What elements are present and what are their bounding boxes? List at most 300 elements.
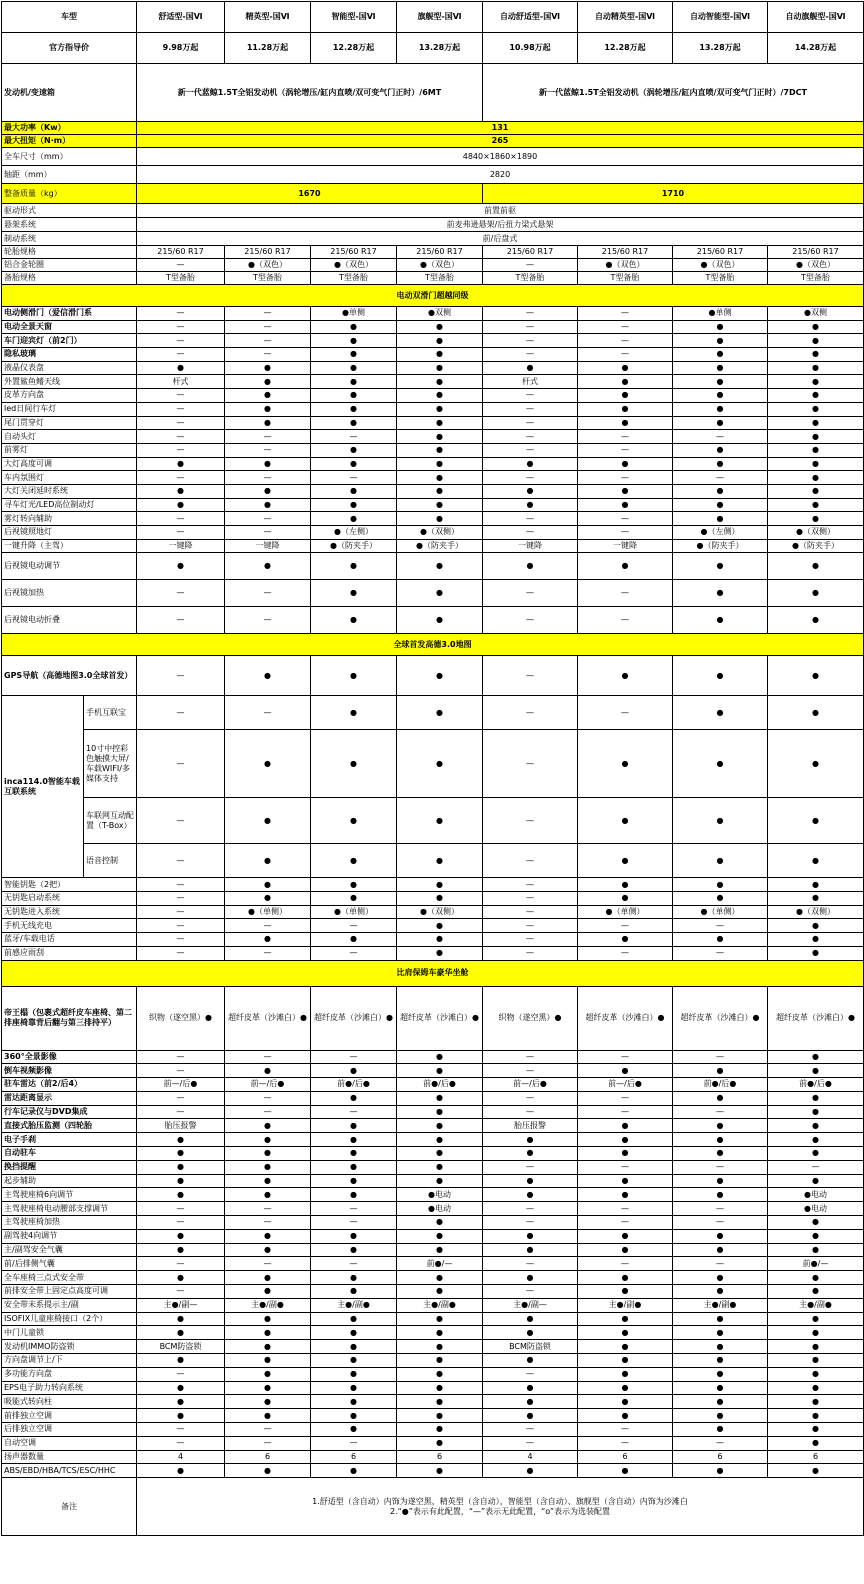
- spec-value: ●: [311, 1147, 397, 1161]
- row-label: 悬架系统: [2, 218, 137, 232]
- spec-value: —: [578, 1091, 673, 1105]
- spec-value: —: [225, 580, 311, 607]
- spec-value: 131: [137, 122, 864, 135]
- spec-value: 215/60 R17: [673, 246, 768, 259]
- spec-row: [2, 430, 864, 444]
- spec-value: 胎压报警: [137, 1119, 225, 1133]
- spec-value: ●: [137, 1464, 225, 1478]
- spec-value: ●: [397, 607, 483, 634]
- spec-value: ●: [397, 892, 483, 906]
- spec-value: —: [225, 946, 311, 960]
- spec-value: ●: [311, 1119, 397, 1133]
- spec-value: 2820: [137, 166, 864, 184]
- spec-value: ●: [225, 484, 311, 498]
- spec-value: ●: [225, 844, 311, 878]
- inca-row: [2, 798, 864, 844]
- spec-value: —: [137, 1064, 225, 1078]
- row-label: 最大功率（Kw）: [2, 122, 137, 135]
- model-name: 智能型-国Ⅵ: [311, 2, 397, 33]
- spec-value: ●: [578, 1381, 673, 1395]
- spec-value: 织物（遂空黑）●: [137, 986, 225, 1050]
- spec-value: ●: [768, 1340, 864, 1354]
- spec-value: ●: [397, 553, 483, 580]
- spec-row: [2, 1464, 864, 1478]
- weight-mt: 1670: [137, 184, 483, 204]
- spec-value: —: [137, 307, 225, 321]
- spec-value: —: [673, 1216, 768, 1230]
- spec-value: —: [137, 1257, 225, 1271]
- spec-value: 主●/副—: [137, 1298, 225, 1312]
- spec-value: ●: [311, 320, 397, 334]
- price-value: 13.28万起: [673, 33, 768, 64]
- row-label: 安全带未系提示主/副: [2, 1298, 137, 1312]
- spec-value: ●: [311, 375, 397, 389]
- model-header-row: [2, 2, 864, 33]
- spec-value: ●: [768, 1064, 864, 1078]
- price-value: 12.28万起: [578, 33, 673, 64]
- spec-value: ●: [578, 1174, 673, 1188]
- spec-value: ●: [137, 1271, 225, 1285]
- spec-value: ●: [397, 1216, 483, 1230]
- row-label: 帝王榻（包裹式超纤皮车座椅、第二排座椅靠背后翻与第三排持平）: [2, 986, 137, 1050]
- spec-value: ●: [673, 1243, 768, 1257]
- spec-value: ●: [673, 1312, 768, 1326]
- spec-value: ●: [578, 1064, 673, 1078]
- spec-value: ●电动: [397, 1202, 483, 1216]
- engine-mt: 新一代蓝鲸1.5T全铝发动机（涡轮增压/缸内直喷/双可变气门正时）/6MT: [137, 64, 483, 122]
- spec-value: —: [137, 905, 225, 919]
- spec-value: ●: [673, 1174, 768, 1188]
- notes-label: 备注: [2, 1478, 137, 1536]
- spec-value: ●: [768, 1147, 864, 1161]
- spec-value: ●: [397, 1436, 483, 1450]
- spec-value: ●: [673, 402, 768, 416]
- inca-row: [2, 730, 864, 798]
- spec-value: 4: [483, 1450, 578, 1464]
- spec-value: ●: [768, 498, 864, 512]
- spec-value: —: [483, 946, 578, 960]
- spec-row: [2, 1450, 864, 1464]
- spec-value: ●: [673, 1381, 768, 1395]
- spec-value: ●: [397, 844, 483, 878]
- spec-value: —: [578, 1050, 673, 1064]
- row-label: 车门迎宾灯（前2门）: [2, 334, 137, 348]
- inca-sub-label: 手机互联宝: [84, 696, 137, 730]
- spec-row: [2, 259, 864, 272]
- spec-value: ●: [397, 443, 483, 457]
- spec-value: 4: [137, 1450, 225, 1464]
- spec-value: —: [137, 430, 225, 444]
- spec-value: ●: [137, 484, 225, 498]
- spec-value: ●: [578, 1409, 673, 1423]
- spec-row: [2, 580, 864, 607]
- spec-value: ●: [397, 498, 483, 512]
- spec-value: 超纤皮革（沙滩白）●: [311, 986, 397, 1050]
- spec-value: ●: [225, 402, 311, 416]
- spec-value: ●: [225, 1133, 311, 1147]
- spec-value: 主●/副●: [673, 1298, 768, 1312]
- spec-value: ●: [768, 1367, 864, 1381]
- spec-value: ●: [768, 512, 864, 526]
- spec-value: ●: [483, 1312, 578, 1326]
- row-label: 后排独立空调: [2, 1423, 137, 1437]
- spec-value: —: [483, 656, 578, 696]
- spec-value: —: [578, 526, 673, 540]
- spec-value: ●: [673, 730, 768, 798]
- spec-value: ●: [397, 1395, 483, 1409]
- row-label: 备胎规格: [2, 272, 137, 285]
- row-label: 后视镜电动折叠: [2, 607, 137, 634]
- inca-sub-label: 车联网互动配置（T-Box）: [84, 798, 137, 844]
- spec-value: ●: [483, 498, 578, 512]
- spec-value: —: [225, 1216, 311, 1230]
- weight-dct: 1710: [483, 184, 864, 204]
- spec-row: [2, 375, 864, 389]
- spec-value: —: [311, 471, 397, 485]
- spec-value: —: [578, 1202, 673, 1216]
- spec-value: ●: [225, 1160, 311, 1174]
- spec-row: [2, 272, 864, 285]
- spec-value: T型备胎: [225, 272, 311, 285]
- spec-row: [2, 919, 864, 933]
- spec-value: —: [673, 1050, 768, 1064]
- spec-value: ●: [137, 1326, 225, 1340]
- price-value: 12.28万起: [311, 33, 397, 64]
- spec-value: —: [578, 471, 673, 485]
- spec-value: ●: [578, 1147, 673, 1161]
- spec-table: [1, 1, 864, 1536]
- spec-value: —: [225, 1202, 311, 1216]
- spec-row: [2, 1257, 864, 1271]
- engine-label: 发动机/变速箱: [2, 64, 137, 122]
- spec-value: ●: [768, 348, 864, 362]
- spec-value: ●: [311, 334, 397, 348]
- engine-row: [2, 64, 864, 122]
- spec-row: [2, 512, 864, 526]
- spec-value: —: [483, 1105, 578, 1119]
- spec-row: [2, 334, 864, 348]
- spec-value: ●: [225, 1188, 311, 1202]
- row-label: 前排独立空调: [2, 1409, 137, 1423]
- spec-value: 6: [311, 1450, 397, 1464]
- spec-value: BCM防盗锁: [137, 1340, 225, 1354]
- spec-value: —: [483, 526, 578, 540]
- spec-value: ●: [397, 1367, 483, 1381]
- spec-value: ●: [311, 1423, 397, 1437]
- spec-value: ●: [311, 1409, 397, 1423]
- spec-value: —: [578, 1436, 673, 1450]
- spec-value: ●: [578, 1326, 673, 1340]
- spec-value: ●: [673, 1395, 768, 1409]
- spec-value: ●: [397, 1312, 483, 1326]
- spec-value: —: [483, 430, 578, 444]
- spec-value: ●: [225, 1285, 311, 1299]
- spec-value: ●: [768, 457, 864, 471]
- spec-value: ●: [673, 389, 768, 403]
- spec-value: ●: [673, 1367, 768, 1381]
- spec-value: ●: [673, 696, 768, 730]
- row-label: 自动空调: [2, 1436, 137, 1450]
- spec-value: ●: [311, 933, 397, 947]
- spec-value: ●: [311, 878, 397, 892]
- spec-value: ●: [397, 798, 483, 844]
- spec-value: ●: [397, 1174, 483, 1188]
- spec-value: ●: [483, 361, 578, 375]
- price-value: 9.98万起: [137, 33, 225, 64]
- row-label: 驱动形式: [2, 204, 137, 218]
- spec-value: ●: [225, 1340, 311, 1354]
- spec-row: [2, 1174, 864, 1188]
- spec-value: —: [137, 1091, 225, 1105]
- spec-table-body: [2, 2, 864, 1536]
- spec-value: ●: [768, 1312, 864, 1326]
- spec-value: ●: [768, 375, 864, 389]
- spec-value: ●（双色）: [768, 259, 864, 272]
- spec-value: ●: [137, 1409, 225, 1423]
- spec-value: ●: [397, 1271, 483, 1285]
- spec-value: —: [225, 919, 311, 933]
- spec-value: —: [673, 471, 768, 485]
- spec-value: ●（双色）: [397, 259, 483, 272]
- spec-value: ●: [768, 878, 864, 892]
- spec-row: [2, 553, 864, 580]
- price-value: 13.28万起: [397, 33, 483, 64]
- spec-value: ●: [397, 320, 483, 334]
- spec-value: ●（双侧）: [397, 526, 483, 540]
- row-label: 寻车灯光/LED高位制动灯: [2, 498, 137, 512]
- spec-value: ●: [768, 844, 864, 878]
- note-line: 1.舒适型（含自动）内饰为遂空黑，精英型（含自动），智能型（含自动）、旗舰型（含自动）内饰为沙滩白: [312, 1496, 688, 1506]
- spec-value: ●: [137, 553, 225, 580]
- spec-value: ●（单侧）: [225, 905, 311, 919]
- spec-value: ●: [225, 656, 311, 696]
- spec-value: ●: [578, 1188, 673, 1202]
- spec-value: —: [137, 416, 225, 430]
- spec-value: —: [225, 348, 311, 362]
- spec-value: —: [137, 1050, 225, 1064]
- spec-value: ●: [397, 1340, 483, 1354]
- spec-value: 前/后盘式: [137, 232, 864, 246]
- spec-value: —: [137, 946, 225, 960]
- spec-value: 215/60 R17: [397, 246, 483, 259]
- spec-value: —: [483, 1091, 578, 1105]
- spec-value: ●: [768, 443, 864, 457]
- spec-value: ●: [483, 1243, 578, 1257]
- spec-value: 215/60 R17: [483, 246, 578, 259]
- spec-value: ●: [578, 1271, 673, 1285]
- spec-row: [2, 1119, 864, 1133]
- spec-value: —: [137, 402, 225, 416]
- spec-value: ●: [311, 416, 397, 430]
- spec-value: ●: [673, 375, 768, 389]
- inca-system-label: inca114.0智能车载互联系统: [2, 696, 84, 878]
- spec-value: ●: [137, 1188, 225, 1202]
- spec-value: ●（双侧）: [397, 905, 483, 919]
- spec-value: ●: [768, 334, 864, 348]
- spec-row: [2, 1202, 864, 1216]
- spec-value: ●: [768, 1119, 864, 1133]
- spec-value: ●: [483, 1133, 578, 1147]
- spec-row: [2, 1188, 864, 1202]
- spec-value: ●: [137, 1354, 225, 1368]
- spec-value: ●: [137, 1229, 225, 1243]
- spec-value: ●: [137, 1174, 225, 1188]
- spec-value: ●: [673, 361, 768, 375]
- spec-value: ●: [311, 1133, 397, 1147]
- spec-value: ●: [578, 1285, 673, 1299]
- spec-value: ●: [578, 1395, 673, 1409]
- spec-value: —: [137, 348, 225, 362]
- row-label: 主驾驶座椅加热: [2, 1216, 137, 1230]
- spec-value: ●单侧: [673, 307, 768, 321]
- spec-value: ●: [673, 1285, 768, 1299]
- spec-value: —: [311, 946, 397, 960]
- spec-value: ●: [768, 607, 864, 634]
- spec-value: ●: [578, 389, 673, 403]
- spec-row: [2, 1216, 864, 1230]
- spec-value: ●: [397, 1119, 483, 1133]
- spec-value: ●: [397, 933, 483, 947]
- spec-value: —: [225, 443, 311, 457]
- spec-value: —: [483, 471, 578, 485]
- spec-value: ●: [397, 389, 483, 403]
- row-label: 大灯高度可调: [2, 457, 137, 471]
- spec-value: ●: [768, 402, 864, 416]
- spec-value: ●: [225, 1326, 311, 1340]
- spec-value: ●: [311, 1326, 397, 1340]
- spec-value: ●: [397, 1050, 483, 1064]
- spec-value: ●: [311, 1091, 397, 1105]
- row-label: 全车座椅三点式安全带: [2, 1271, 137, 1285]
- spec-value: ●: [137, 1133, 225, 1147]
- spec-value: ●: [578, 656, 673, 696]
- seat-row: [2, 986, 864, 1050]
- spec-value: 前—/后●: [483, 1078, 578, 1092]
- row-label: 前排安全带上固定点高度可调: [2, 1285, 137, 1299]
- spec-value: ●: [673, 580, 768, 607]
- spec-value: ●: [225, 730, 311, 798]
- spec-value: ●: [311, 1229, 397, 1243]
- spec-value: 杆式: [483, 375, 578, 389]
- spec-value: —: [483, 320, 578, 334]
- spec-value: ●: [397, 416, 483, 430]
- spec-value: 前●/后●: [768, 1078, 864, 1092]
- spec-value: ●: [137, 1160, 225, 1174]
- spec-value: T型备胎: [768, 272, 864, 285]
- spec-value: ●（防夹手）: [397, 539, 483, 553]
- spec-row: [2, 905, 864, 919]
- spec-value: ●: [483, 553, 578, 580]
- gps-row: [2, 656, 864, 696]
- spec-value: —: [225, 1257, 311, 1271]
- row-label: 最大扭矩（N·m）: [2, 135, 137, 148]
- spec-value: 一键降: [483, 539, 578, 553]
- spec-value: ●: [768, 798, 864, 844]
- spec-value: —: [483, 1064, 578, 1078]
- spec-value: ●: [673, 1188, 768, 1202]
- spec-value: —: [483, 1423, 578, 1437]
- spec-value: 胎压报警: [483, 1119, 578, 1133]
- spec-value: ●: [397, 696, 483, 730]
- spec-value: ●: [768, 1243, 864, 1257]
- spec-value: ●: [673, 892, 768, 906]
- spec-value: —: [673, 1105, 768, 1119]
- spec-value: ●: [311, 1340, 397, 1354]
- spec-value: ●: [397, 430, 483, 444]
- spec-value: ●: [397, 361, 483, 375]
- spec-value: ●: [673, 484, 768, 498]
- spec-row: [2, 416, 864, 430]
- spec-value: —: [578, 307, 673, 321]
- row-label: 雾灯转向辅助: [2, 512, 137, 526]
- spec-value: ●: [137, 498, 225, 512]
- spec-value: ●: [578, 1133, 673, 1147]
- spec-value: ●: [225, 798, 311, 844]
- spec-value: ●: [768, 696, 864, 730]
- spec-value: ●: [578, 498, 673, 512]
- row-label: 智能钥匙（2把）: [2, 878, 137, 892]
- spec-value: ●: [673, 1354, 768, 1368]
- row-label: 直接式胎压监测（四轮胎: [2, 1119, 137, 1133]
- spec-row: [2, 1133, 864, 1147]
- spec-row: [2, 1078, 864, 1092]
- spec-value: ●: [397, 1064, 483, 1078]
- spec-value: ●: [768, 1050, 864, 1064]
- row-label: 起步辅助: [2, 1174, 137, 1188]
- spec-value: 织物（遂空黑）●: [483, 986, 578, 1050]
- spec-value: ●: [483, 1271, 578, 1285]
- spec-value: ●: [768, 553, 864, 580]
- spec-value: ●电动: [768, 1202, 864, 1216]
- row-label: 副驾驶4向调节: [2, 1229, 137, 1243]
- row-label: 液晶仪表盘: [2, 361, 137, 375]
- spec-value: 超纤皮革（沙滩白）●: [397, 986, 483, 1050]
- spec-row: [2, 526, 864, 540]
- spec-value: ●电动: [397, 1188, 483, 1202]
- spec-row: [2, 135, 864, 148]
- row-label: 后视镜加热: [2, 580, 137, 607]
- spec-value: ●: [311, 607, 397, 634]
- spec-row: [2, 232, 864, 246]
- spec-row: [2, 892, 864, 906]
- spec-row: [2, 204, 864, 218]
- spec-value: 215/60 R17: [768, 246, 864, 259]
- spec-value: ●: [225, 375, 311, 389]
- spec-value: ●: [397, 1464, 483, 1478]
- spec-value: —: [225, 607, 311, 634]
- spec-value: ●: [673, 457, 768, 471]
- spec-value: ●: [673, 1147, 768, 1161]
- spec-value: ●: [225, 1229, 311, 1243]
- spec-value: ●: [225, 1243, 311, 1257]
- spec-value: ●: [397, 580, 483, 607]
- spec-value: ●: [397, 1326, 483, 1340]
- row-label: 方向盘调节上/下: [2, 1354, 137, 1368]
- spec-value: ●: [768, 656, 864, 696]
- spec-value: ●: [578, 553, 673, 580]
- spec-value: —: [483, 730, 578, 798]
- spec-value: ●: [673, 1119, 768, 1133]
- row-label: 铝合金轮圈: [2, 259, 137, 272]
- spec-value: ●: [311, 730, 397, 798]
- spec-value: ●: [311, 696, 397, 730]
- spec-row: [2, 1243, 864, 1257]
- spec-value: ●: [311, 1160, 397, 1174]
- spec-value: ●: [768, 1091, 864, 1105]
- spec-value: ●: [137, 1147, 225, 1161]
- row-label: 尾门贯穿灯: [2, 416, 137, 430]
- spec-value: —: [225, 1091, 311, 1105]
